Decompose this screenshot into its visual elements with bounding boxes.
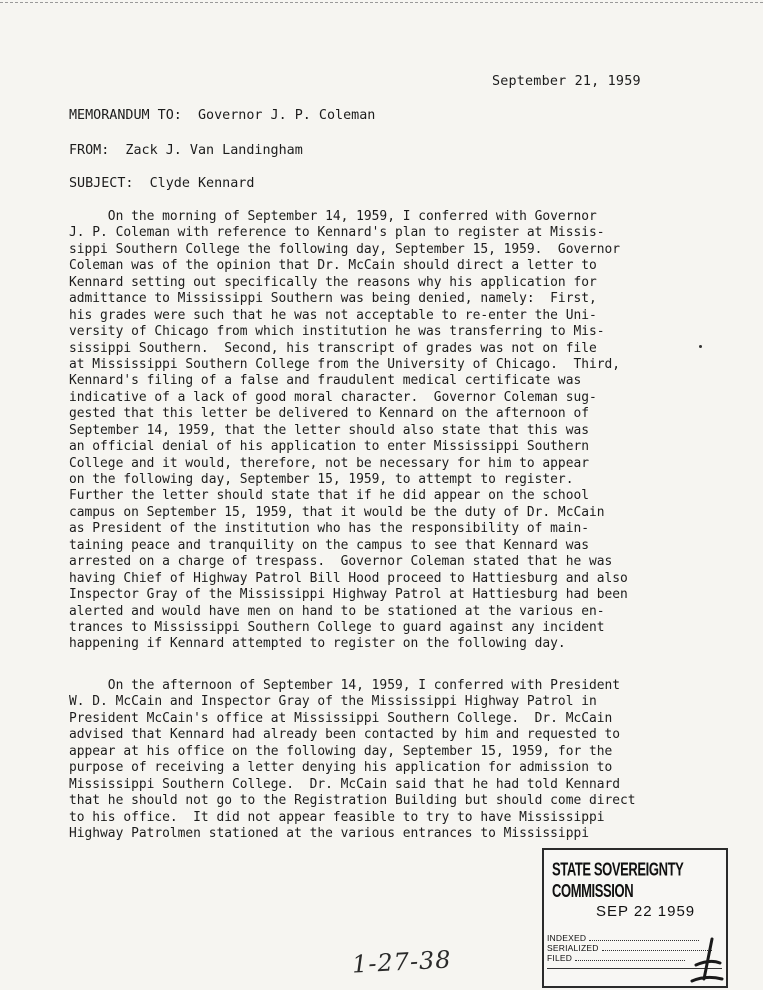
text-line: that he should not go to the Registration Building but should come direct — [69, 793, 636, 809]
text-line: arrested on a charge of trespass. Governor Coleman stated that he was — [69, 554, 613, 570]
text-line: taining peace and tranquility on the campus to see that Kennard was — [69, 537, 589, 553]
memo-to-line: MEMORANDUM TO: Governor J. P. Coleman — [69, 108, 376, 123]
text-line: Highway Patrolmen stationed at the various entrances to Mississippi — [69, 825, 589, 841]
margin-mark — [699, 345, 702, 348]
stamp-serialized-label: SERIALIZED — [547, 943, 599, 953]
stamp-indexed-label: INDEXED — [547, 933, 587, 943]
paragraph-1 — [69, 209, 719, 653]
text-line: campus on September 15, 1959, that it would be the duty of Dr. McCain — [69, 504, 605, 520]
text-line: at Mississippi Southern College from the University of Chicago. Third, — [69, 356, 621, 372]
text-line: to his office. It did not appear feasible to try to have Mississippi — [69, 809, 605, 825]
paragraph-2 — [69, 678, 719, 842]
stamp-date: SEP 22 1959 — [596, 903, 696, 920]
text-line: sissippi Southern. Second, his transcript of grades was not on file — [69, 340, 597, 356]
text-line: indicative of a lack of good moral character. Governor Coleman sug- — [69, 389, 597, 405]
text-line: advised that Kennard had already been contacted by him and requested to — [69, 727, 621, 743]
text-line: alerted and would have men on hand to be stationed at the various en- — [69, 603, 605, 619]
text-line: September 14, 1959, that the letter should also state that this was — [69, 422, 589, 438]
text-line: versity of Chicago from which institution he was transferring to Mis- — [69, 324, 605, 340]
stamp-filed-field — [547, 953, 685, 963]
text-line: gested that this letter be delivered to Kennard on the afternoon of — [69, 406, 589, 422]
memo-subject-line: SUBJECT: Clyde Kennard — [69, 176, 255, 191]
text-line: On the afternoon of September 14, 1959, I conferred with President — [69, 678, 621, 693]
text-line: Coleman was of the opinion that Dr. McCain should direct a letter to — [69, 258, 597, 274]
stamp-filed-label: FILED — [547, 953, 573, 963]
text-line: having Chief of Highway Patrol Bill Hood proceed to Hattiesburg and also — [69, 570, 628, 586]
text-line: appear at his office on the following day, September 15, 1959, for the — [69, 743, 613, 759]
text-line: trances to Mississippi Southern College to guard against any incident — [69, 619, 605, 635]
text-line: J. P. Coleman with reference to Kennard's plan to register at Missis- — [69, 225, 605, 241]
text-line: sippi Southern College the following day, September 15, 1959. Governor — [69, 241, 621, 257]
handwritten-initials-icon — [686, 935, 726, 985]
text-line: W. D. McCain and Inspector Gray of the Mississippi Highway Patrol in — [69, 694, 597, 710]
text-line: happening if Kennard attempted to register on the following day. — [69, 636, 566, 652]
text-line: Kennard's filing of a false and fraudulent medical certificate was — [69, 373, 582, 389]
text-line: Inspector Gray of the Mississippi Highway Patrol at Hattiesburg had been — [69, 587, 628, 603]
text-line: Kennard setting out specifically the reasons why his application for — [69, 274, 597, 290]
stamp-title: STATE SOVEREIGNTY COMMISSION — [552, 858, 684, 902]
text-line: on the following day, September 15, 1959, to attempt to register. — [69, 472, 574, 487]
text-line: Mississippi Southern College. Dr. McCain said that he had told Kennard — [69, 776, 621, 792]
memo-from-line: FROM: Zack J. Van Landingham — [69, 143, 303, 158]
text-line: College and it would, therefore, not be necessary for him to appear — [69, 455, 589, 471]
text-line: Further the letter should state that if he did appear on the school — [69, 488, 589, 504]
text-line: as President of the institution who has the responsibility of main- — [69, 521, 589, 537]
text-line: purpose of receiving a letter denying his application for admission to — [69, 760, 613, 776]
text-line: On the morning of September 14, 1959, I conferred with Governor — [69, 209, 597, 224]
text-line: his grades were such that he was not acceptable to re-enter the Uni- — [69, 307, 597, 323]
text-line: admittance to Mississippi Southern was being denied, namely: First, — [69, 291, 597, 307]
handwritten-file-number: 1-27-38 — [351, 945, 453, 979]
text-line: President McCain's office at Mississippi Southern College. Dr. McCain — [69, 710, 613, 726]
text-line: an official denial of his application to enter Mississippi Southern — [69, 439, 589, 455]
memo-date: September 21, 1959 — [492, 74, 641, 89]
page-top-edge — [0, 2, 763, 3]
stamp-indexed-field — [547, 933, 699, 943]
